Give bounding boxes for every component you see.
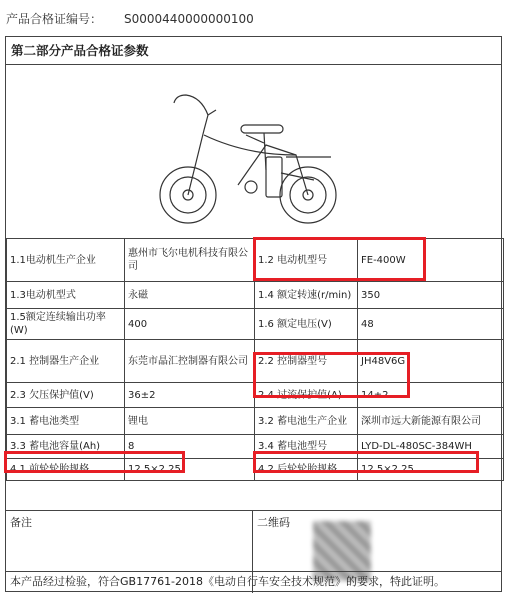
param-label: 3.2 蓄电池生产企业 [255,408,358,435]
bike-drawing-icon [146,75,346,235]
param-label: 4.2 后轮轮胎规格 [255,459,358,481]
param-label: 1.1电动机生产企业 [7,239,125,282]
certificate-frame [5,36,502,592]
param-value: FE-400W [358,239,504,282]
qr-code-label: 二维码 [257,516,290,529]
certificate-header [6,10,254,27]
highlight-motor-model [253,237,426,281]
param-label: 3.1 蓄电池类型 [7,408,125,435]
param-value: LYD-DL-480SC-384WH [358,435,504,459]
param-value: 12.5×2.25 [358,459,504,481]
table-row [7,309,504,340]
param-value: 锂电 [125,408,255,435]
param-value: 400 [125,309,255,340]
param-value: 14±2 [358,383,504,408]
param-label: 1.2 电动机型号 [255,239,358,282]
param-label: 3.3 蓄电池容量(Ah) [7,435,125,459]
highlight-battery-capacity [4,451,185,473]
bike-illustration-area [6,65,501,239]
highlight-controller-model [253,352,410,398]
param-label: 4.1 前轮轮胎规格 [7,459,125,481]
param-label: 1.5额定连续输出功率(W) [7,309,125,340]
param-value: 东莞市晶汇控制器有限公司 [125,340,255,383]
param-label: 1.4 额定转速(r/min) [255,282,358,309]
param-value: 36±2 [125,383,255,408]
param-value: 48 [358,309,504,340]
param-label: 2.4 过流保护值(A) [255,383,358,408]
table-row [7,282,504,309]
certificate-number: S0000440000000100 [124,12,254,26]
param-label: 3.4 蓄电池型号 [255,435,358,459]
param-label: 2.1 控制器生产企业 [7,340,125,383]
param-label: 2.2 控制器型号 [255,340,358,383]
remarks-label: 备注 [10,516,32,529]
param-label: 1.3电动机型式 [7,282,125,309]
certification-statement: 本产品经过检验，符合GB17761-2018《电动自行车安全技术规范》的要求，特此证明。 [6,571,501,591]
param-value: 惠州市飞尔电机科技有限公司 [125,239,255,282]
table-row [7,408,504,435]
param-label: 2.3 欠压保护值(V) [7,383,125,408]
param-value: 12.5×2.25 [125,459,255,481]
certificate-number-label: 产品合格证编号： [6,12,103,26]
param-value: 深圳市远大新能源有限公司 [358,408,504,435]
param-value: JH48V6G [358,340,504,383]
section-title: 第二部分产品合格证参数 [6,37,501,65]
highlight-battery-model [253,451,479,473]
param-value: 8 [125,435,255,459]
param-label: 1.6 额定电压(V) [255,309,358,340]
param-value: 永磁 [125,282,255,309]
param-value: 350 [358,282,504,309]
